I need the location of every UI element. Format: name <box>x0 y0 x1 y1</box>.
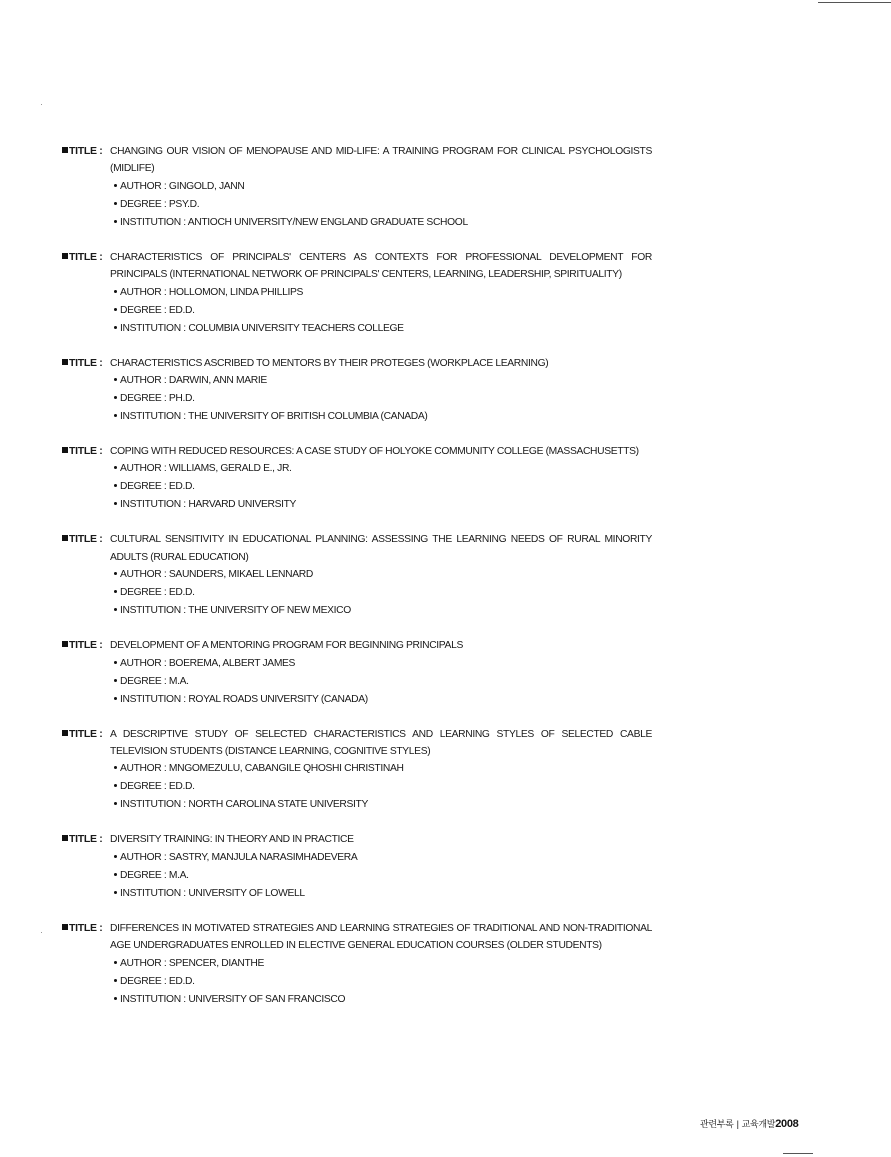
dot-bullet-icon <box>114 979 117 982</box>
square-bullet-icon <box>62 535 68 541</box>
dot-bullet-icon <box>114 378 117 381</box>
dot-bullet-icon <box>114 997 117 1000</box>
square-bullet-icon <box>62 835 68 841</box>
degree-text: DEGREE : ED.D. <box>120 975 195 987</box>
entry-title: CHARACTERISTICS OF PRINCIPALS' CENTERS AS CONTEXTS FOR PROFESSIONAL DEVELOPMENT FOR PRINCIPALS (INTERNATIONAL NETWORK OF PRINCIPALS' CENTERS, LEARNING, LEADERSHIP, SPIRITUALITY) <box>110 251 652 281</box>
institution-text: INSTITUTION : UNIVERSITY OF SAN FRANCISCO <box>120 993 346 1005</box>
entry-institution <box>114 796 652 814</box>
dot-bullet-icon <box>114 961 117 964</box>
entry-author <box>114 655 652 673</box>
author-text: AUTHOR : SAUNDERS, MIKAEL LENNARD <box>120 569 313 581</box>
dot-bullet-icon <box>114 784 117 787</box>
bottom-corner-rule <box>783 1153 813 1154</box>
entry-institution <box>114 991 652 1009</box>
dissertation-entry <box>62 831 652 902</box>
dot-bullet-icon <box>114 661 117 664</box>
author-text: AUTHOR : DARWIN, ANN MARIE <box>120 375 267 387</box>
dot-bullet-icon <box>114 308 117 311</box>
footer-journal: 교육개발 <box>741 1119 776 1129</box>
author-text: AUTHOR : SPENCER, DIANTHE <box>120 957 265 969</box>
page-number: 2008 <box>775 1118 799 1130</box>
entry-title: A DESCRIPTIVE STUDY OF SELECTED CHARACTERISTICS AND LEARNING STYLES OF SELECTED CABLE TELEVISION STUDENTS (DISTANCE LEARNING, COGNITIVE STYLES) <box>110 728 652 758</box>
dissertation-entry <box>62 726 652 815</box>
dot-bullet-icon <box>114 502 117 505</box>
title-label-text: TITLE : <box>69 727 103 740</box>
title-row <box>62 249 652 284</box>
dot-bullet-icon <box>114 396 117 399</box>
title-row <box>62 637 652 654</box>
title-label <box>62 726 110 742</box>
title-row <box>62 920 652 955</box>
author-text: AUTHOR : SASTRY, MANJULA NARASIMHADEVERA <box>120 851 358 863</box>
entry-institution <box>114 408 652 426</box>
square-bullet-icon <box>62 253 68 259</box>
title-label-text: TITLE : <box>69 639 103 652</box>
institution-text: INSTITUTION : HARVARD UNIVERSITY <box>120 499 297 511</box>
title-label-text: TITLE : <box>69 921 103 934</box>
dot-bullet-icon <box>114 891 117 894</box>
entry-author <box>114 284 652 302</box>
entry-institution <box>114 214 652 232</box>
dot-bullet-icon <box>114 802 117 805</box>
entry-degree <box>114 478 652 496</box>
page-footer <box>700 1117 798 1130</box>
degree-text: DEGREE : PH.D. <box>120 393 195 405</box>
dot-bullet-icon <box>114 466 117 469</box>
dissertation-entry <box>62 143 652 232</box>
entry-degree <box>114 196 652 214</box>
entry-title: CHARACTERISTICS ASCRIBED TO MENTORS BY THEIR PROTEGES (WORKPLACE LEARNING) <box>110 357 549 369</box>
entry-author <box>114 566 652 584</box>
entry-degree <box>114 584 652 602</box>
institution-text: INSTITUTION : THE UNIVERSITY OF BRITISH COLUMBIA (CANADA) <box>120 411 428 423</box>
degree-text: DEGREE : M.A. <box>120 675 189 687</box>
dot-bullet-icon <box>114 590 117 593</box>
institution-text: INSTITUTION : ANTIOCH UNIVERSITY/NEW ENGLAND GRADUATE SCHOOL <box>120 216 468 228</box>
dot-bullet-icon <box>114 855 117 858</box>
title-label <box>62 920 110 936</box>
entry-degree <box>114 867 652 885</box>
scan-speck <box>41 932 42 933</box>
square-bullet-icon <box>62 641 68 647</box>
title-label <box>62 637 110 653</box>
author-text: AUTHOR : WILLIAMS, GERALD E., JR. <box>120 463 292 475</box>
title-row <box>62 443 652 460</box>
entry-author <box>114 849 652 867</box>
institution-text: INSTITUTION : ROYAL ROADS UNIVERSITY (CANADA) <box>120 693 368 705</box>
entry-title: COPING WITH REDUCED RESOURCES: A CASE STUDY OF HOLYOKE COMMUNITY COLLEGE (MASSACHUSETTS) <box>110 446 639 458</box>
title-label-text: TITLE : <box>69 445 103 458</box>
dot-bullet-icon <box>114 220 117 223</box>
author-text: AUTHOR : BOEREMA, ALBERT JAMES <box>120 657 296 669</box>
footer-separator: | <box>736 1119 739 1129</box>
entry-degree <box>114 673 652 691</box>
square-bullet-icon <box>62 359 68 365</box>
entry-title: DEVELOPMENT OF A MENTORING PROGRAM FOR BEGINNING PRINCIPALS <box>110 640 463 652</box>
title-label-text: TITLE : <box>69 250 103 263</box>
entry-degree <box>114 390 652 408</box>
dot-bullet-icon <box>114 697 117 700</box>
title-label-text: TITLE : <box>69 533 103 546</box>
entry-author <box>114 178 652 196</box>
title-row <box>62 831 652 848</box>
entry-title: CULTURAL SENSITIVITY IN EDUCATIONAL PLANNING: ASSESSING THE LEARNING NEEDS OF RURAL MINORITY ADULTS (RURAL EDUCATION) <box>110 534 652 563</box>
dot-bullet-icon <box>114 414 117 417</box>
dissertation-entry <box>62 443 652 514</box>
institution-text: INSTITUTION : COLUMBIA UNIVERSITY TEACHERS COLLEGE <box>120 322 404 334</box>
degree-text: DEGREE : ED.D. <box>120 481 195 493</box>
entry-author <box>114 372 652 390</box>
author-text: AUTHOR : HOLLOMON, LINDA PHILLIPS <box>120 286 303 298</box>
entry-institution <box>114 320 652 338</box>
title-label <box>62 355 110 371</box>
dissertation-entry <box>62 355 652 426</box>
dot-bullet-icon <box>114 679 117 682</box>
degree-text: DEGREE : ED.D. <box>120 304 195 316</box>
entry-degree <box>114 302 652 320</box>
institution-text: INSTITUTION : NORTH CAROLINA STATE UNIVERSITY <box>120 799 368 811</box>
dot-bullet-icon <box>114 290 117 293</box>
square-bullet-icon <box>62 147 68 153</box>
title-label-text: TITLE : <box>69 145 103 157</box>
dissertation-entry <box>62 249 652 338</box>
entry-institution <box>114 496 652 514</box>
top-corner-rule <box>818 2 891 3</box>
dot-bullet-icon <box>114 326 117 329</box>
title-row <box>62 143 652 178</box>
scan-speck <box>41 104 42 105</box>
institution-text: INSTITUTION : UNIVERSITY OF LOWELL <box>120 887 305 899</box>
dot-bullet-icon <box>114 184 117 187</box>
dot-bullet-icon <box>114 608 117 611</box>
square-bullet-icon <box>62 730 68 736</box>
entry-author <box>114 460 652 478</box>
title-label <box>62 249 110 265</box>
institution-text: INSTITUTION : THE UNIVERSITY OF NEW MEXICO <box>120 605 351 617</box>
dissertation-entry <box>62 531 652 620</box>
square-bullet-icon <box>62 447 68 453</box>
degree-text: DEGREE : PSY.D. <box>120 198 200 210</box>
title-label-text: TITLE : <box>69 356 103 369</box>
entry-author <box>114 760 652 778</box>
entry-title: DIVERSITY TRAINING: IN THEORY AND IN PRACTICE <box>110 834 354 846</box>
dot-bullet-icon <box>114 766 117 769</box>
entry-title: DIFFERENCES IN MOTIVATED STRATEGIES AND LEARNING STRATEGIES OF TRADITIONAL AND NON-TRADITIONAL AGE UNDERGRADUATES ENROLLED IN ELECTIVE GENERAL EDUCATION COURSES (OLDER STUDENTS) <box>110 922 652 952</box>
title-row <box>62 726 652 761</box>
dissertation-list <box>62 143 652 1026</box>
dot-bullet-icon <box>114 202 117 205</box>
degree-text: DEGREE : ED.D. <box>120 781 195 793</box>
entry-institution <box>114 691 652 709</box>
title-label <box>62 531 110 547</box>
footer-section: 관련부록 <box>700 1119 734 1129</box>
degree-text: DEGREE : M.A. <box>120 869 189 881</box>
entry-degree <box>114 778 652 796</box>
degree-text: DEGREE : ED.D. <box>120 587 195 599</box>
dot-bullet-icon <box>114 873 117 876</box>
entry-degree <box>114 973 652 991</box>
dot-bullet-icon <box>114 572 117 575</box>
author-text: AUTHOR : MNGOMEZULU, CABANGILE QHOSHI CHRISTINAH <box>120 763 404 775</box>
title-row <box>62 531 652 566</box>
dissertation-entry <box>62 637 652 708</box>
title-label <box>62 143 110 159</box>
title-label <box>62 831 110 847</box>
title-row <box>62 355 652 372</box>
title-label <box>62 443 110 459</box>
entry-title: CHANGING OUR VISION OF MENOPAUSE AND MID-LIFE: A TRAINING PROGRAM FOR CLINICAL PSYCHOLOGISTS (MIDLIFE) <box>110 146 652 175</box>
square-bullet-icon <box>62 924 68 930</box>
author-text: AUTHOR : GINGOLD, JANN <box>120 180 245 192</box>
dissertation-entry <box>62 920 652 1009</box>
title-label-text: TITLE : <box>69 833 103 846</box>
entry-author <box>114 955 652 973</box>
entry-institution <box>114 885 652 903</box>
dot-bullet-icon <box>114 484 117 487</box>
entry-institution <box>114 602 652 620</box>
